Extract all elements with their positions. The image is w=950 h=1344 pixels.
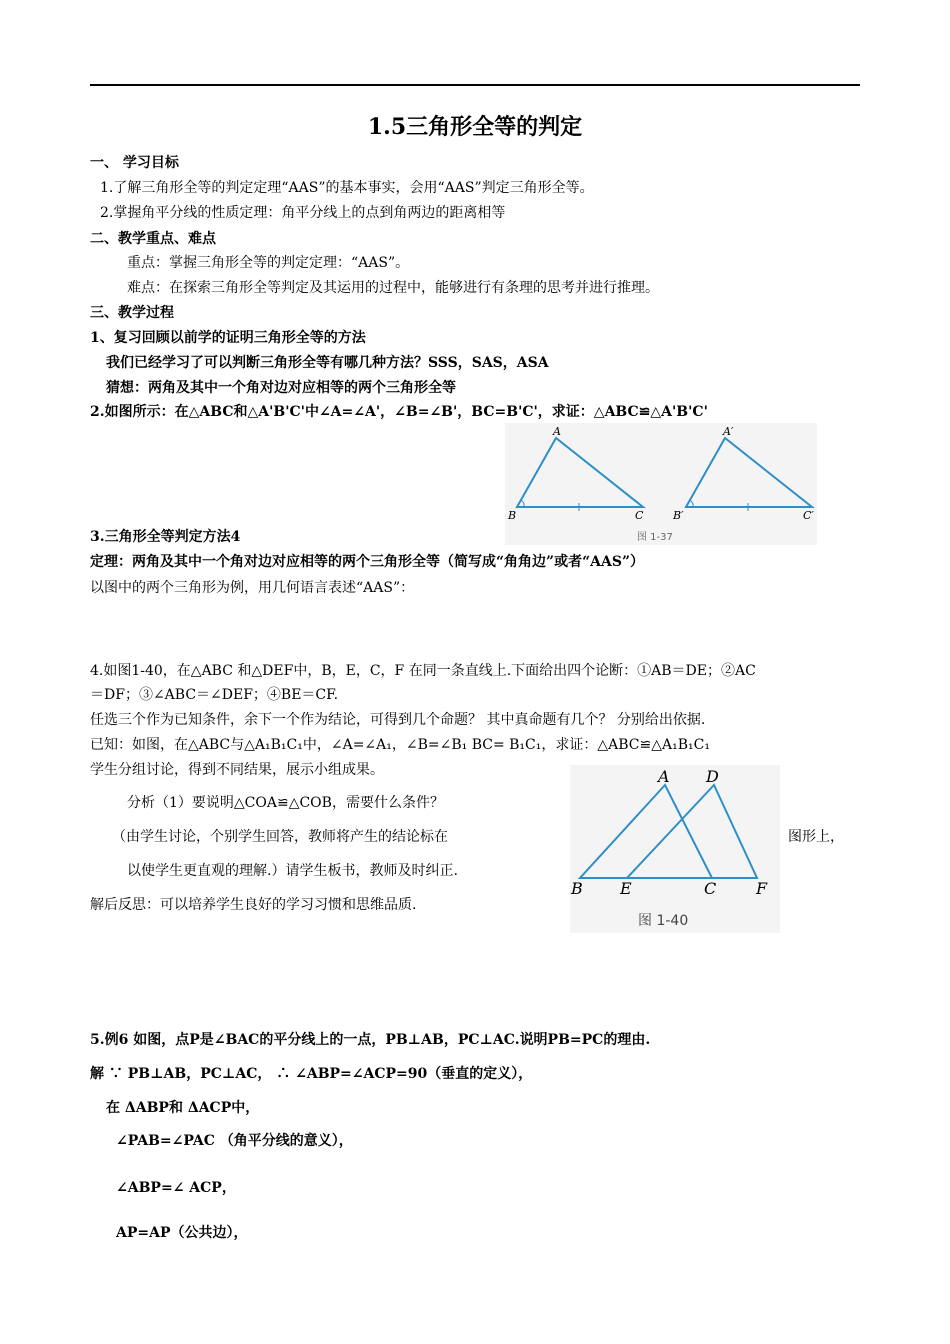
key-point: 重点：掌握三角形全等的判定定理：“AAS”。	[127, 255, 410, 271]
problem-4-line3: 任选三个作为已知条件，余下一个作为结论，可得到几个命题？ 其中真命题有几个？ 分别给出依据.	[90, 712, 706, 728]
label-d: D	[706, 767, 719, 786]
label-f: F	[756, 879, 768, 898]
figure-1-40	[570, 765, 780, 933]
label-c-prime: C′	[803, 509, 814, 522]
problem-4-line5: 学生分组讨论，得到不同结果，展示小组成果。	[90, 762, 384, 778]
label-b: B	[571, 879, 583, 898]
label-a: A	[553, 425, 561, 438]
label-b-prime: B′	[673, 509, 684, 522]
label-a-prime: A′	[723, 425, 734, 438]
figure-background	[505, 423, 817, 545]
solution-line5: AP=AP（公共边），	[116, 1225, 248, 1241]
figure-1-40-caption: 图 1-40	[638, 913, 689, 929]
teacher-note-line1-end: 图形上，	[788, 829, 844, 845]
conjecture: 猜想：两角及其中一个角对边对应相等的两个三角形全等	[106, 380, 456, 396]
section1-heading: 一、 学习目标	[90, 155, 179, 171]
figure-1-40-svg	[570, 765, 780, 933]
difficult-point: 难点：在探索三角形全等判定及其运用的过程中，能够进行有条理的思考并进行推理。	[127, 280, 659, 296]
problem-4-line2: ＝DF；③∠ABC＝∠DEF；④BE＝CF.	[90, 687, 339, 703]
page-title: 1.5三角形全等的判定	[367, 114, 583, 140]
label-a: A	[658, 767, 670, 786]
problem-4-line1: 4.如图1-40，在△ABC 和△DEF中，B，E，C，F 在同一条直线上.下面给出四个论断：①AB＝DE；②AC	[90, 663, 756, 679]
top-rule	[90, 84, 860, 86]
section3-heading: 三、教学过程	[90, 305, 174, 321]
aas-theorem: 定理：两角及其中一个角对边对应相等的两个三角形全等（简写成“角角边”或者“AAS”）	[90, 554, 645, 570]
review-question: 我们已经学习了可以判断三角形全等有哪几种方法？SSS，SAS，ASA	[106, 355, 549, 371]
solution-line2: 在 ΔABP和 ΔACP中，	[106, 1100, 260, 1116]
section2-heading: 二、教学重点、难点	[90, 231, 216, 247]
figure-1-37-caption: 图 1-37	[637, 532, 673, 543]
label-c: C	[704, 879, 717, 898]
review-title: 1、复习回顾以前学的证明三角形全等的方法	[90, 330, 366, 346]
figure-1-37	[505, 423, 817, 545]
analysis-question: 分析（1）要说明△COA≌△COB，需要什么条件？	[127, 795, 444, 811]
objective-2: 2.掌握角平分线的性质定理：角平分线上的点到角两边的距离相等	[100, 205, 506, 221]
label-b: B	[508, 509, 517, 522]
solution-line4: ∠ABP=∠ ACP，	[116, 1180, 236, 1196]
reflection: 解后反思：可以培养学生良好的学习习惯和思维品质.	[90, 897, 417, 913]
problem-2: 2.如图所示：在△ABC和△A'B'C'中∠A=∠A'，∠B=∠B'，BC=B'C'，求证：△ABC≌△A'B'C'	[90, 404, 708, 420]
figure-background	[570, 765, 780, 933]
problem-4-line4: 已知：如图，在△ABC与△A₁B₁C₁中，∠A=∠A₁，∠B=∠B₁ BC= B₁C₁，求证：△ABC≌△A₁B₁C₁	[90, 737, 710, 753]
label-e: E	[620, 879, 632, 898]
solution-line3: ∠PAB=∠PAC （角平分线的意义），	[116, 1133, 353, 1149]
teacher-note-line2: 以使学生更直观的理解.）请学生板书，教师及时纠正.	[127, 863, 458, 879]
teacher-note-line1: （由学生讨论，个别学生回答，教师将产生的结论标在	[112, 829, 448, 845]
objective-1: 1.了解三角形全等的判定定理“AAS”的基本事实，会用“AAS”判定三角形全等。	[100, 180, 594, 196]
figure-1-37-svg	[505, 423, 817, 545]
aas-express-prompt: 以图中的两个三角形为例，用几何语言表述“AAS”：	[90, 580, 415, 596]
example-6-title: 5.例6 如图，点P是∠BAC的平分线上的一点，PB⊥AB，PC⊥AC.说明PB=PC的理由.	[90, 1032, 651, 1048]
solution-line1: 解 ∵ PB⊥AB，PC⊥AC， ∴ ∠ABP=∠ACP=90（垂直的定义），	[90, 1066, 533, 1082]
label-c: C	[635, 509, 644, 522]
method4-title: 3.三角形全等判定方法4	[90, 529, 241, 545]
